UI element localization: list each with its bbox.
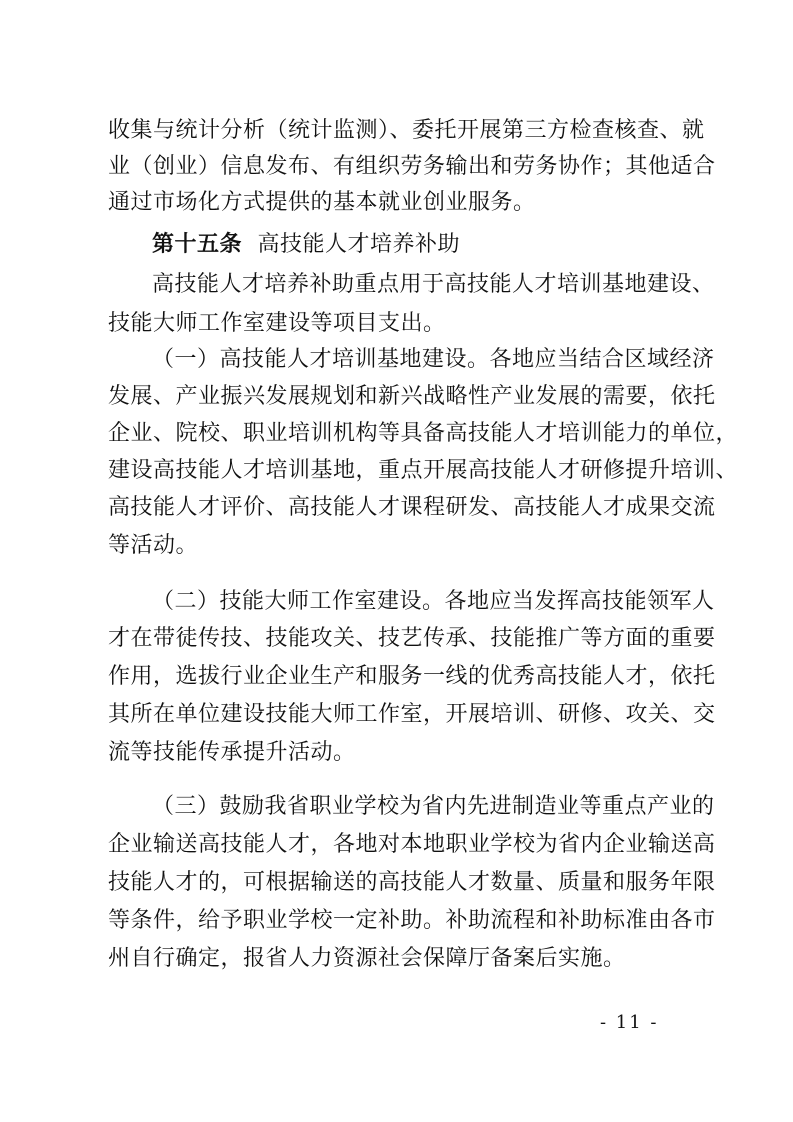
text-line: 建设高技能人才培训基地，重点开展高技能人才研修提升培训、 <box>108 458 739 483</box>
text-line: 高技能人才评价、高技能人才课程研发、高技能人才成果交流 <box>108 495 716 520</box>
text-line: 通过市场化方式提供的基本就业创业服务。 <box>108 190 536 215</box>
page-number: - 11 - <box>600 1012 659 1033</box>
text-line: 作用，选拔行业企业生产和服务一线的优秀高技能人才，依托 <box>108 664 716 689</box>
text-line: 技能人才的，可根据输送的高技能人才数量、质量和服务年限 <box>108 870 716 895</box>
text-line: 流等技能传承提升活动。 <box>108 740 356 765</box>
text-line: 等条件，给予职业学校一定补助。补助流程和补助标准由各市 <box>108 908 716 933</box>
text-line: 收集与统计分析（统计监测）、委托开展第三方检查核查、就 <box>108 118 705 143</box>
text-line: 业（创业）信息发布、有组织劳务输出和劳务协作；其他适合 <box>108 154 716 179</box>
article-number: 第十五条 <box>152 231 243 257</box>
text-line: 才在带徒传技、技能攻关、技艺传承、技能推广等方面的重要 <box>108 626 716 651</box>
article-title: 高技能人才培养补助 <box>257 232 461 257</box>
text-line: 其所在单位建设技能大师工作室，开展培训、研修、攻关、交 <box>108 702 716 727</box>
text-line: （一）高技能人才培训基地建设。各地应当结合区域经济 <box>152 347 715 372</box>
text-line: 企业输送高技能人才，各地对本地职业学校为省内企业输送高 <box>108 832 716 857</box>
text-line: 等活动。 <box>108 533 199 558</box>
article-heading <box>152 229 688 260</box>
text-line: 州自行确定，报省人力资源社会保障厅备案后实施。 <box>108 946 626 971</box>
text-line: 技能大师工作室建设等项目支出。 <box>108 311 446 336</box>
text-line: （二）技能大师工作室建设。各地应当发挥高技能领军人 <box>152 589 715 614</box>
text-line: 高技能人才培养补助重点用于高技能人才培训基地建设、 <box>152 272 715 297</box>
text-line: （三）鼓励我省职业学校为省内先进制造业等重点产业的 <box>152 794 715 819</box>
text-line: 企业、院校、职业培训机构等具备高技能人才培训能力的单位， <box>108 421 739 446</box>
text-line: 发展、产业振兴发展规划和新兴战略性产业发展的需要，依托 <box>108 384 716 409</box>
